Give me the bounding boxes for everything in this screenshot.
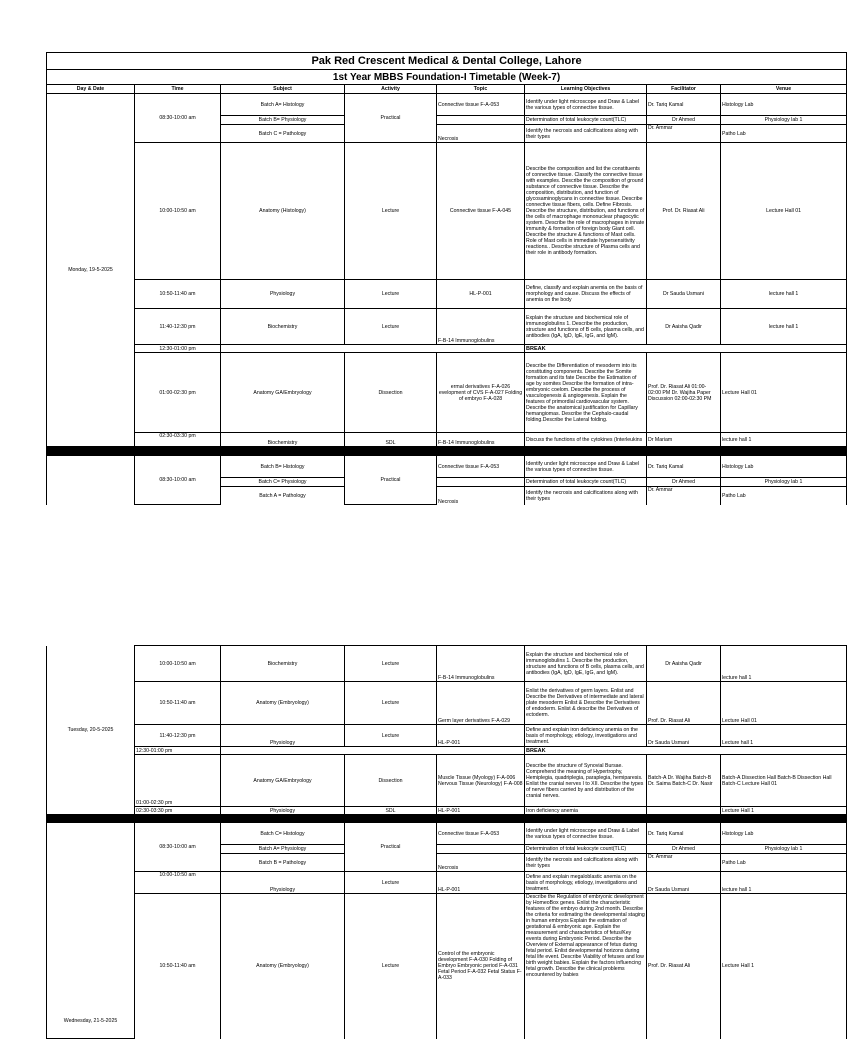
table-row xyxy=(47,433,847,447)
objective-cell: Determination of total leukocyte count(TLC) xyxy=(525,478,647,487)
table-row xyxy=(47,823,847,845)
table-row xyxy=(47,456,847,478)
venue-cell: Physiology lab 1 xyxy=(721,845,847,854)
col-objectives: Learning Objectives xyxy=(525,85,647,94)
venue-cell: Physiology lab 1 xyxy=(721,478,847,487)
activity-cell: Lecture xyxy=(345,646,437,682)
venue-cell: Histology Lab xyxy=(721,94,847,116)
objective-cell: Describe the composition and list the constituents of connective tissue. Classify the connective tissue with examples. Describe the composition of ground substance of connective tissue. Describe the composition, distribution, and function of glycosaminoglycans in connective tissue. Describe connective tissue fibers, cells. Define Fibrosis. Describe the structure, distribution, and functions of the cells of macrophage mononuclear phagocytic system. Describe the role of macrophages in innate immunity & formation of foreign body Giant cell. Describe the structure & functions of Mast cells. Role of Mast cells in immediate hypersensitivity reactions.. Describe structure of Plasma cells and their role in antibody formation. xyxy=(525,143,647,280)
venue-cell: Patho Lab xyxy=(721,487,847,505)
objective-cell: Describe the Differentiation of mesoderm into its constituting components. Describe the Somite formation and its fate Describe the Estimation of age by somites Describe the formation of intra-embryonic coelom. Describe the process of vasculogenesis & angiogenesis. Explain the features of primordial cardiovascular system. Describe the anatomical justification for Capillary hemangiomas. Describe the Cephalo-caudal folding.Describe the Lateral folding. xyxy=(525,353,647,433)
topic-cell: F-B-14 Immunoglobulins xyxy=(437,646,525,682)
facilitator-cell: Dr Ahmed xyxy=(647,845,721,854)
table-row xyxy=(47,309,847,345)
header-row xyxy=(47,85,847,94)
facilitator-cell: Dr Aaisha Qadir xyxy=(647,309,721,345)
objective-cell: Define and explain megaloblastic anemia on the basis of morphology, etiology, investigations and treatment. xyxy=(525,872,647,894)
col-activity: Activity xyxy=(345,85,437,94)
venue-cell: Lecture Hall 1 xyxy=(721,894,847,1039)
topic-cell: Connective tissue F-A-053 xyxy=(437,456,525,478)
venue-cell: lecture hall 1 xyxy=(721,280,847,309)
topic-cell: Muscle Tissue (Myology) F-A-006 Nervous Tissue (Neurology) F-A-008 xyxy=(437,755,525,807)
day-cell-tuesday: Tuesday, 20-5-2025 xyxy=(47,646,135,815)
timetable-top-tuesday xyxy=(46,447,847,505)
subject-cell: Batch A = Pathology xyxy=(221,487,345,505)
objective-cell: Determination of total leukocyte count(TLC) xyxy=(525,116,647,125)
topic-cell: HL-P-001 xyxy=(437,725,525,747)
venue-cell: lecture hall 1 xyxy=(721,872,847,894)
time-cell: 10:00-10:50 am xyxy=(135,143,221,280)
timetable-page-2 xyxy=(46,645,832,1039)
objective-cell: Discuss the functions of the cytokines (Interleukins xyxy=(525,433,647,447)
time-cell: 10:50-11:40 am xyxy=(135,280,221,309)
facilitator-cell: Dr. Tariq Kamal xyxy=(647,94,721,116)
venue-cell: lecture hall 1 xyxy=(721,309,847,345)
table-row xyxy=(47,353,847,433)
subject-cell: Biochemistry xyxy=(221,433,345,447)
table-row xyxy=(47,894,847,1039)
objective-cell: Define and explain iron deficiency anemia on the basis of morphology, etiology, investigations and treatment. xyxy=(525,725,647,747)
topic-cell: Connective tissue F-A-053 xyxy=(437,94,525,116)
time-cell: 12:30-01:00 pm xyxy=(135,747,221,755)
break-label: BREAK xyxy=(525,747,847,755)
objective-cell: Explain the structure and biochemical role of immunoglobulins 1. Describe the production, structure and functions of B cells, plasma cells, and antibodies (IgA, IgD, IgE, IgG, and IgM). xyxy=(525,309,647,345)
topic-cell: ermal derivatives F-A-026 evelopment of CVS F-A-027 Folding of embryo F-A-028 xyxy=(437,353,525,433)
objective-cell: Explain the structure and biochemical role of immunoglobulins 1. Describe the production, structure and functions of B cells, plasma cells, and antibodies (IgA, IgD, IgE, IgG, and IgM). xyxy=(525,646,647,682)
activity-cell: Practical xyxy=(345,456,437,505)
timetable-bottom xyxy=(46,645,847,1039)
table-row xyxy=(47,725,847,747)
subject-cell: Batch A= Physiology xyxy=(221,845,345,854)
activity-cell: Lecture xyxy=(345,725,437,747)
venue-cell: Patho Lab xyxy=(721,854,847,872)
subject-cell: Physiology xyxy=(221,872,345,894)
day-cell-wednesday: Wednesday, 21-5-2025 xyxy=(47,823,135,1039)
objective-cell: Define, classify and explain anemia on the basis of morphology and cause. Discuss the effects of anemia on the body xyxy=(525,280,647,309)
timetable-title: 1st Year MBBS Foundation-I Timetable (Week-7) xyxy=(47,70,847,85)
facilitator-cell: Prof. Dr. Riasat Ali xyxy=(647,682,721,725)
col-day: Day & Date xyxy=(47,85,135,94)
subject-cell: Biochemistry xyxy=(221,309,345,345)
subject-cell: Batch B= Physiology xyxy=(221,116,345,125)
table-row xyxy=(47,94,847,116)
objective-cell: Describe the Regulation of embryonic development by HomeoBox genes. Enlist the characteristic features of the embryo during 2nd month. Describe the criteria for estimating the developmental staging in human embryos Explain the estimation of gestational & embryonic age. Explain the measurement and characteristics of fetus/Key events during Embryonic Period. Describe the Overview of External appearance of fetus during fetal period. Enlist developmental horizons during fetal life event. Describe Viability of fetuses and low birth weight babies. Explain the factors influencing fetal growth. Describe the clinical problems encountered by babies xyxy=(525,894,647,1039)
activity-cell: Lecture xyxy=(345,143,437,280)
subject-cell: Anatomy (Embryology) xyxy=(221,894,345,1039)
objective-cell: Identify the necrosis and calcifications along with their types xyxy=(525,854,647,872)
table-row xyxy=(47,143,847,280)
topic-cell: Necrosis xyxy=(437,854,525,872)
venue-cell: Lecture Hall 1 xyxy=(721,807,847,815)
topic-cell: Necrosis xyxy=(437,487,525,505)
time-cell: 11:40-12:30 pm xyxy=(135,725,221,747)
objective-cell: Identify under light microscope and Draw & Label the various types of connective tissue. xyxy=(525,823,647,845)
day-cell-monday: Monday, 19-5-2025 xyxy=(47,94,135,447)
objective-cell: Identify the necrosis and calcifications along with their types xyxy=(525,125,647,143)
objective-cell: Identify the necrosis and calcifications along with their types xyxy=(525,487,647,505)
venue-cell: Lecture hall 1 xyxy=(721,725,847,747)
facilitator-cell: Dr Aaisha Qadir xyxy=(647,646,721,682)
facilitator-cell: Dr Ahmed xyxy=(647,478,721,487)
facilitator-cell: Dr. Ammar xyxy=(647,854,721,872)
subject-cell: Batch B= Histology xyxy=(221,456,345,478)
col-venue: Venue xyxy=(721,85,847,94)
facilitator-cell: Dr. Tariq Kamal xyxy=(647,823,721,845)
activity-cell: Practical xyxy=(345,823,437,872)
col-subject: Subject xyxy=(221,85,345,94)
table-row xyxy=(47,807,847,815)
facilitator-cell: Dr Mariam xyxy=(647,433,721,447)
venue-cell: lecture hall 1 xyxy=(721,433,847,447)
table-row xyxy=(47,646,847,682)
table-row xyxy=(47,682,847,725)
activity-cell: Lecture xyxy=(345,309,437,345)
topic-cell: Connective tissue F-A-053 xyxy=(437,823,525,845)
activity-cell: Lecture xyxy=(345,872,437,894)
timetable-top xyxy=(46,52,847,447)
table-row xyxy=(47,280,847,309)
subject-cell: Physiology xyxy=(221,280,345,309)
college-title: Pak Red Crescent Medical & Dental College, Lahore xyxy=(47,53,847,70)
subject-cell: Biochemistry xyxy=(221,646,345,682)
time-cell: 08:30-10:00 am xyxy=(135,823,221,872)
topic-cell: Control of the embryonic development F-A-030 Folding of Embryo Embryonic period F-A-031 Fetal Period F-A-032 Fetal Status F-A-033 xyxy=(437,894,525,1039)
topic-cell: Connective tissue F-A-045 xyxy=(437,143,525,280)
activity-cell: Lecture xyxy=(345,682,437,725)
facilitator-cell: Dr Ahmed xyxy=(647,116,721,125)
topic-cell: F-B-14 Immunoglobulins xyxy=(437,433,525,447)
time-cell: 10:00-10:50 am xyxy=(135,872,221,894)
subject-cell: Batch A= Histology xyxy=(221,94,345,116)
activity-cell: Practical xyxy=(345,94,437,143)
facilitator-cell: Batch-A Dr. Wajiha Batch-B Dr. Saima Batch-C Dr. Nasir xyxy=(647,755,721,807)
table-row xyxy=(47,755,847,807)
activity-cell: SDL xyxy=(345,807,437,815)
time-cell: 08:30-10:00 am xyxy=(135,456,221,505)
topic-cell: Necrosis xyxy=(437,125,525,143)
objective-cell: Identify under light microscope and Draw & Label the various types of connective tissue. xyxy=(525,456,647,478)
venue-cell: Lecture Hall 01 xyxy=(721,143,847,280)
time-cell: 01:00-02:30 pm xyxy=(135,755,221,807)
venue-cell: Histology Lab xyxy=(721,456,847,478)
objective-cell: Enlist the derivatives of germ layers. Enlist and Describe the Derivatives of intermediate and lateral plate mesoderm Enlist & Describe the Derivatives of endoderm. Enlist & describe the Derivatives of ectoderm. xyxy=(525,682,647,725)
topic-cell: Germ layer derivatives F-A-029 xyxy=(437,682,525,725)
col-time: Time xyxy=(135,85,221,94)
subject-cell: Physiology xyxy=(221,807,345,815)
subject-cell: Batch C= Physiology xyxy=(221,478,345,487)
facilitator-cell: Dr Sauda Usmani xyxy=(647,872,721,894)
objective-cell: Describe the structure of Synovial Bursae. Comprehend the meaning of Hypertrophy, Hemiplegia, quadriplegia, paraplegia, hemiparesis. Enlist the cranial nerves I to XII. Describe the types of nerve fibers carried by and distribution of the cranial nerves. xyxy=(525,755,647,807)
break-label: BREAK xyxy=(525,345,847,353)
time-cell: 12:30-01:00 pm xyxy=(135,345,221,353)
day-cell-tuesday-top xyxy=(47,456,135,505)
subject-cell: Batch C= Histology xyxy=(221,823,345,845)
subject-cell: Batch C = Pathology xyxy=(221,125,345,143)
venue-cell: Histology Lab xyxy=(721,823,847,845)
time-cell: 10:50-11:40 am xyxy=(135,682,221,725)
time-cell: 08:30-10:00 am xyxy=(135,94,221,143)
facilitator-cell: Dr. Ammar xyxy=(647,125,721,143)
venue-cell: Lecture Hall 01 xyxy=(721,353,847,433)
subject-cell: Anatomy GA/Embryology xyxy=(221,755,345,807)
venue-cell: Batch-A Dissection Hall Batch-B Dissection Hall Batch-C Lecture Hall 01 xyxy=(721,755,847,807)
break-row xyxy=(47,345,847,353)
topic-cell xyxy=(437,478,525,487)
day-separator xyxy=(47,815,847,823)
objective-cell: Identify under light microscope and Draw & Label the various types of connective tissue. xyxy=(525,94,647,116)
timetable-page-1 xyxy=(46,52,803,505)
objective-cell: Determination of total leukocyte count(TLC) xyxy=(525,845,647,854)
activity-cell: Dissection xyxy=(345,353,437,433)
col-facilitator: Facilitator xyxy=(647,85,721,94)
time-cell: 10:50-11:40 am xyxy=(135,894,221,1039)
subject-cell: Anatomy (Histology) xyxy=(221,143,345,280)
activity-cell: Lecture xyxy=(345,894,437,1039)
table-row xyxy=(47,872,847,894)
day-separator xyxy=(47,448,847,456)
activity-cell: Dissection xyxy=(345,755,437,807)
topic-cell: HL-P-001 xyxy=(437,280,525,309)
time-cell: 11:40-12:30 pm xyxy=(135,309,221,345)
topic-cell xyxy=(437,116,525,125)
facilitator-cell: Dr. Ammar xyxy=(647,487,721,505)
subject-cell: Batch B = Pathology xyxy=(221,854,345,872)
venue-cell: Patho Lab xyxy=(721,125,847,143)
facilitator-cell: Prof. Dr. Riasat Ali xyxy=(647,894,721,1039)
subject-cell: Anatomy (Embryology) xyxy=(221,682,345,725)
facilitator-cell: Prof. Dr. Riasat Ali 01:00-02:00 PM Dr. Wajiha Paper Discussion 02:00-02:30 PM xyxy=(647,353,721,433)
topic-cell: HL-P-001 xyxy=(437,807,525,815)
facilitator-cell: Dr Sauda Usmani xyxy=(647,725,721,747)
topic-cell xyxy=(437,845,525,854)
facilitator-cell: Dr Sauda Usmani xyxy=(647,280,721,309)
topic-cell: HL-P-001 xyxy=(437,872,525,894)
objective-cell: Iron deficiency anemia xyxy=(525,807,647,815)
activity-cell: SDL xyxy=(345,433,437,447)
col-topic: Topic xyxy=(437,85,525,94)
time-cell: 02:30-03:30 pm xyxy=(135,807,221,815)
break-row xyxy=(47,747,847,755)
subject-cell: Anatomy GA/Embryology xyxy=(221,353,345,433)
venue-cell: lecture hall 1 xyxy=(721,646,847,682)
facilitator-cell: Prof. Dr. Riasat Ali xyxy=(647,143,721,280)
time-cell: 02:30-03:30 pm xyxy=(135,433,221,447)
venue-cell: Lecture Hall 01 xyxy=(721,682,847,725)
facilitator-cell: Dr. Tariq Kamal xyxy=(647,456,721,478)
venue-cell: Physiology lab 1 xyxy=(721,116,847,125)
subject-cell: Physiology xyxy=(221,725,345,747)
time-cell: 01:00-02:30 pm xyxy=(135,353,221,433)
topic-cell: F-B-14 Immunoglobulins xyxy=(437,309,525,345)
time-cell: 10:00-10:50 am xyxy=(135,646,221,682)
activity-cell: Lecture xyxy=(345,280,437,309)
facilitator-cell xyxy=(647,807,721,815)
